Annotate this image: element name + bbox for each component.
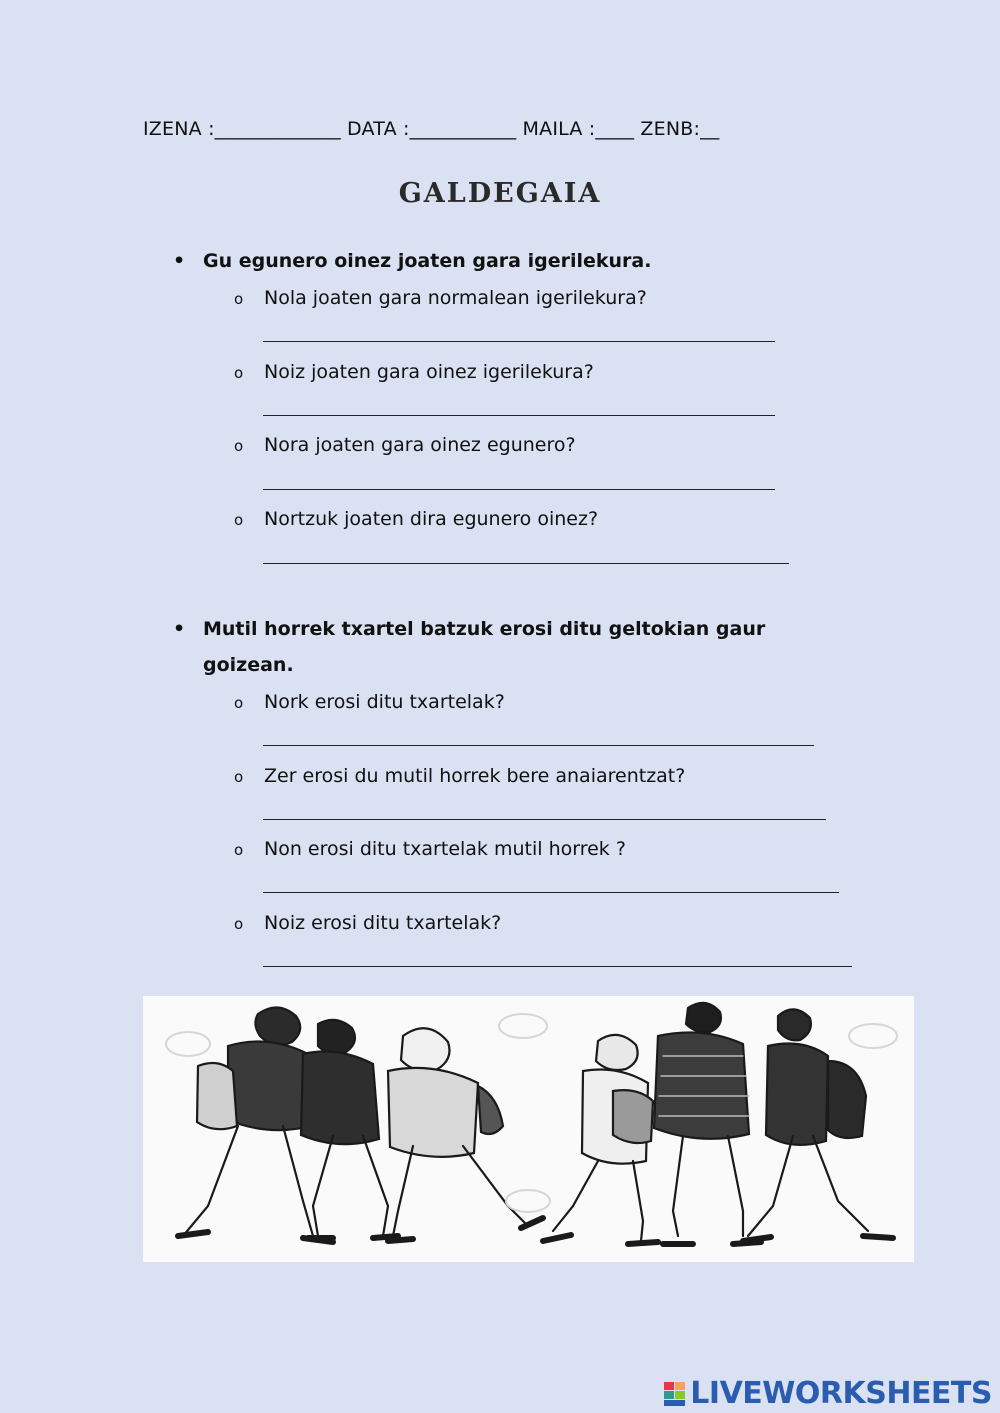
statement-1-text: Gu egunero oinez joaten gara igerilekura. <box>203 250 652 272</box>
page-title: GALDEGAIA <box>398 178 602 209</box>
brand-text: LIVEWORKSHEETS <box>690 1376 992 1411</box>
answer-line-2-3[interactable] <box>263 892 839 893</box>
sub-bullet-icon: o <box>234 437 244 455</box>
sub-bullet-icon: o <box>234 915 244 933</box>
answer-line-2-4[interactable] <box>263 966 852 967</box>
answer-line-1-2[interactable] <box>263 415 775 416</box>
question-text: Nork erosi ditu txartelak? <box>264 691 505 713</box>
walking-students-sketch <box>143 996 914 1262</box>
sub-bullet-icon: o <box>234 694 244 712</box>
liveworksheets-logo-icon <box>664 1380 686 1408</box>
question-text: Noiz erosi ditu txartelak? <box>264 912 502 934</box>
bullet-icon: • <box>173 618 186 640</box>
student-info-header: IZENA :_____________ DATA :___________ MAILA :____ ZENB:__ <box>143 118 720 140</box>
sub-bullet-icon: o <box>234 511 244 529</box>
walking-students-illustration <box>143 996 914 1262</box>
bullet-icon: • <box>173 250 186 272</box>
answer-line-2-2[interactable] <box>263 819 826 820</box>
sub-bullet-icon: o <box>234 768 244 786</box>
sub-bullet-icon: o <box>234 364 244 382</box>
statement-2-text: Mutil horrek txartel batzuk erosi ditu geltokian gaur <box>203 618 766 640</box>
question-text: Nortzuk joaten dira egunero oinez? <box>264 508 599 530</box>
answer-line-2-1[interactable] <box>263 745 814 746</box>
answer-line-1-3[interactable] <box>263 489 775 490</box>
question-text: Nora joaten gara oinez egunero? <box>264 434 576 456</box>
statement-2-text-line2: goizean. <box>203 654 294 676</box>
question-text: Non erosi ditu txartelak mutil horrek ? <box>264 838 626 860</box>
liveworksheets-brand <box>664 1376 992 1411</box>
answer-line-1-4[interactable] <box>263 563 789 564</box>
question-text: Zer erosi du mutil horrek bere anaiarentzat? <box>264 765 686 787</box>
sub-bullet-icon: o <box>234 290 244 308</box>
question-text: Nola joaten gara normalean igerilekura? <box>264 287 647 309</box>
sub-bullet-icon: o <box>234 841 244 859</box>
question-text: Noiz joaten gara oinez igerilekura? <box>264 361 594 383</box>
answer-line-1-1[interactable] <box>263 341 775 342</box>
